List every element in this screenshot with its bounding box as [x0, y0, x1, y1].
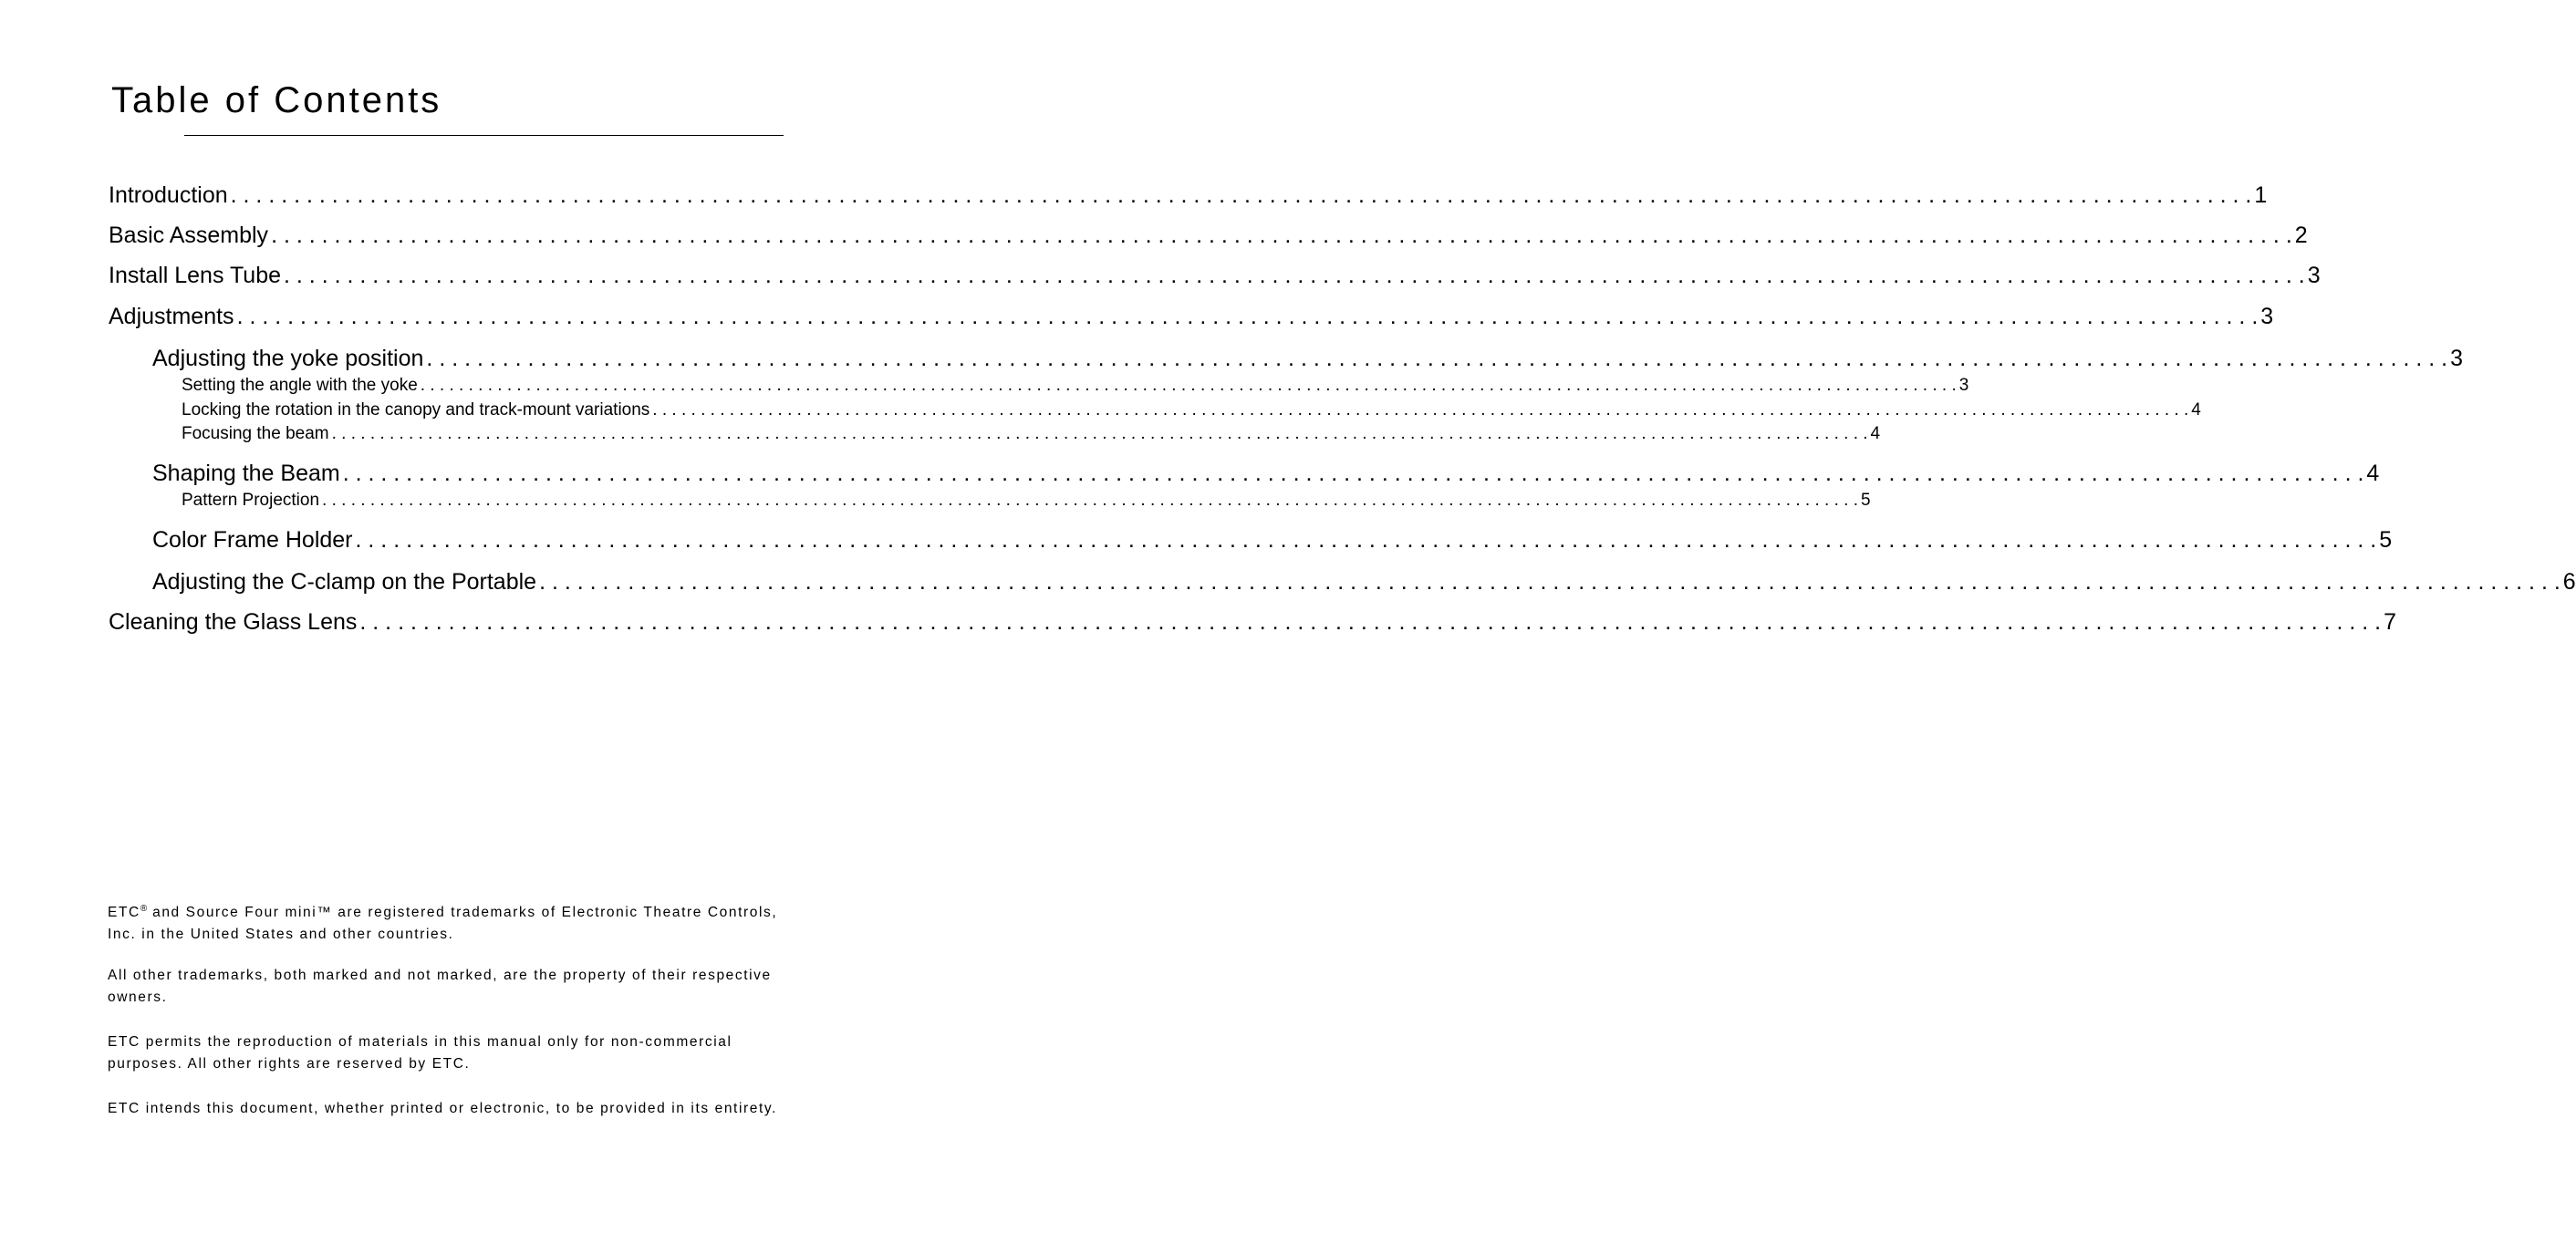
dot-leader: . . . . . . . . . . . . . . . . . . . . . . . . . . . . . . . . . . . . . . . . . . . . . . . . . . . . . . . . . . . . . . . . . . . . . . . . . . . . . . . . . . . . . . . . . . . . . . . . . . . . . . . . . . . . . . . . . . . . . . . . . . . . . . . . . . . . . . . . . . . . . . . . . . . . . . . . . . . . . . . .: [284, 263, 2305, 288]
toc-entry-pattern-projection[interactable]: [182, 491, 1871, 511]
toc-entry-page: 3: [2260, 304, 2274, 329]
toc-entry-page: 2: [2294, 223, 2308, 248]
toc-entry-label: Adjusting the yoke position: [152, 346, 424, 371]
dot-leader: . . . . . . . . . . . . . . . . . . . . . . . . . . . . . . . . . . . . . . . . . . . . . . . . . . . . . . . . . . . . . . . . . . . . . . . . . . . . . . . . . . . . . . . . . . . . . . . . . . . . . . . . . . . . . . . . . . . . . . . . . . . . . . . . . . . . . . . . . . . . . . . . . . . . . . . . . . . . . . . .: [342, 461, 2364, 486]
toc-entry-introduction[interactable]: [109, 182, 2268, 209]
toc-entry-cleaning-glass-lens[interactable]: [109, 609, 2397, 636]
reproduction-notice: ETC permits the reproduction of materials in this manual only for non-commercial purposes. All other rights are reserved by ETC.: [108, 1034, 732, 1072]
title-rule: [184, 135, 784, 136]
toc-entry-locking-rotation[interactable]: [182, 400, 2201, 420]
toc-entry-label: Cleaning the Glass Lens: [109, 609, 358, 635]
toc-entry-page: 7: [2384, 609, 2397, 635]
toc-entry-page: 3: [2307, 263, 2321, 288]
toc-entry-page: 3: [1958, 376, 1969, 395]
dot-leader: . . . . . . . . . . . . . . . . . . . . . . . . . . . . . . . . . . . . . . . . . . . . . . . . . . . . . . . . . . . . . . . . . . . . . . . . . . . . . . . . . . . . . . . . . . . . . . . . . . . . . . . . . . . . . . . . . . . . . . . . . . . . . . . . . . . . . . . . . . . . . . . . . . . . . . . . . . . . . . . .: [359, 609, 2382, 635]
dot-leader: . . . . . . . . . . . . . . . . . . . . . . . . . . . . . . . . . . . . . . . . . . . . . . . . . . . . . . . . . . . . . . . . . . . . . . . . . . . . . . . . . . . . . . . . . . . . . . . . . . . . . . . . . . . . . . . . . . . . . . . . . . . . . . . . . . . . . . . . . . . . . . . . . . . . . . . . . . . . . . . .: [355, 527, 2377, 553]
entirety-notice: ETC intends this document, whether printed or electronic, to be provided in its entirety.: [108, 1101, 777, 1116]
dot-leader: . . . . . . . . . . . . . . . . . . . . . . . . . . . . . . . . . . . . . . . . . . . . . . . . . . . . . . . . . . . . . . . . . . . . . . . . . . . . . . . . . . . . . . . . . . . . . . . . . . . . . . . . . . . . . . . . . . . . . . . . . . . . . . . . . . . . . . . . . . . . . . . . . . . . . . . . . . . . . . . .: [420, 376, 1957, 395]
toc-entry-label: Adjusting the C-clamp on the Portable: [152, 569, 537, 595]
dot-leader: . . . . . . . . . . . . . . . . . . . . . . . . . . . . . . . . . . . . . . . . . . . . . . . . . . . . . . . . . . . . . . . . . . . . . . . . . . . . . . . . . . . . . . . . . . . . . . . . . . . . . . . . . . . . . . . . . . . . . . . . . . . . . . . . . . . . . . . . . . . . . . . . . . . . . . . . . . . . . . . .: [331, 424, 1868, 443]
dot-leader: . . . . . . . . . . . . . . . . . . . . . . . . . . . . . . . . . . . . . . . . . . . . . . . . . . . . . . . . . . . . . . . . . . . . . . . . . . . . . . . . . . . . . . . . . . . . . . . . . . . . . . . . . . . . . . . . . . . . . . . . . . . . . . . . . . . . . . . . . . . . . . . . . . . . . . . . . . . . . . . .: [322, 491, 1858, 510]
toc-entry-label: Pattern Projection: [182, 491, 320, 510]
toc-entry-adjusting-yoke-position[interactable]: [152, 346, 2464, 372]
toc-entry-page: 4: [2191, 400, 2201, 420]
trademark-text: and Source Four mini™ are registered trademarks of Electronic Theatre Controls, Inc. in the United States and other countries.: [108, 905, 778, 943]
toc-entry-label: Install Lens Tube: [109, 263, 282, 288]
toc-entry-install-lens-tube[interactable]: [109, 263, 2321, 289]
trademark-notice: [108, 898, 792, 946]
dot-leader: . . . . . . . . . . . . . . . . . . . . . . . . . . . . . . . . . . . . . . . . . . . . . . . . . . . . . . . . . . . . . . . . . . . . . . . . . . . . . . . . . . . . . . . . . . . . . . . . . . . . . . . . . . . . . . . . . . . . . . . . . . . . . . . . . . . . . . . . . . . . . . . . . . . . . . . . . . . . . . . .: [236, 304, 2259, 329]
dot-leader: . . . . . . . . . . . . . . . . . . . . . . . . . . . . . . . . . . . . . . . . . . . . . . . . . . . . . . . . . . . . . . . . . . . . . . . . . . . . . . . . . . . . . . . . . . . . . . . . . . . . . . . . . . . . . . . . . . . . . . . . . . . . . . . . . . . . . . . . . . . . . . . . . . . . . . . . . . . . . . . .: [426, 346, 2448, 371]
registered-mark: ®: [140, 904, 148, 914]
toc-entry-adjusting-c-clamp[interactable]: [152, 569, 2576, 596]
toc-entry-focusing-beam[interactable]: [182, 424, 1881, 444]
toc-entry-page: 6: [2562, 569, 2576, 595]
toc-entry-page: 5: [1860, 491, 1871, 510]
toc-entry-label: Shaping the Beam: [152, 461, 340, 486]
toc-entry-page: 3: [2450, 346, 2464, 371]
toc-entry-label: Focusing the beam: [182, 424, 329, 443]
toc-entry-page: 5: [2379, 527, 2393, 553]
dot-leader: . . . . . . . . . . . . . . . . . . . . . . . . . . . . . . . . . . . . . . . . . . . . . . . . . . . . . . . . . . . . . . . . . . . . . . . . . . . . . . . . . . . . . . . . . . . . . . . . . . . . . . . . . . . . . . . . . . . . . . . . . . . . . . . . . . . . . . . . . . . . . . . . . . . . . . . . . . . . . . . .: [652, 400, 2189, 420]
toc-entry-label: Color Frame Holder: [152, 527, 353, 553]
other-trademarks-notice: All other trademarks, both marked and not marked, are the property of their respective owners.: [108, 968, 772, 1005]
toc-entry-page: 1: [2254, 182, 2268, 208]
toc-entry-shaping-beam[interactable]: [152, 461, 2380, 487]
dot-leader: . . . . . . . . . . . . . . . . . . . . . . . . . . . . . . . . . . . . . . . . . . . . . . . . . . . . . . . . . . . . . . . . . . . . . . . . . . . . . . . . . . . . . . . . . . . . . . . . . . . . . . . . . . . . . . . . . . . . . . . . . . . . . . . . . . . . . . . . . . . . . . . . . . . . . . . . . . . . . . . .: [230, 182, 2252, 208]
toc-entry-label: Locking the rotation in the canopy and track-mount variations: [182, 400, 650, 420]
trademark-prefix: ETC: [108, 905, 140, 921]
toc-entry-page: 4: [2366, 461, 2380, 486]
toc-entry-label: Setting the angle with the yoke: [182, 376, 418, 395]
toc-entry-adjustments[interactable]: [109, 304, 2274, 330]
dot-leader: . . . . . . . . . . . . . . . . . . . . . . . . . . . . . . . . . . . . . . . . . . . . . . . . . . . . . . . . . . . . . . . . . . . . . . . . . . . . . . . . . . . . . . . . . . . . . . . . . . . . . . . . . . . . . . . . . . . . . . . . . . . . . . . . . . . . . . . . . . . . . . . . . . . . . . . . . . . . . . . .: [539, 569, 2560, 595]
toc-entry-label: Basic Assembly: [109, 223, 269, 248]
toc-entry-label: Adjustments: [109, 304, 234, 329]
toc-entry-basic-assembly[interactable]: [109, 223, 2308, 249]
toc-entry-color-frame-holder[interactable]: [152, 527, 2393, 554]
toc-entry-label: Introduction: [109, 182, 228, 208]
dot-leader: . . . . . . . . . . . . . . . . . . . . . . . . . . . . . . . . . . . . . . . . . . . . . . . . . . . . . . . . . . . . . . . . . . . . . . . . . . . . . . . . . . . . . . . . . . . . . . . . . . . . . . . . . . . . . . . . . . . . . . . . . . . . . . . . . . . . . . . . . . . . . . . . . . . . . . . . . . . . . . . .: [271, 223, 2292, 248]
toc-entry-setting-angle[interactable]: [182, 376, 1969, 396]
toc-entry-page: 4: [1870, 424, 1881, 443]
page-title: Table of Contents: [111, 80, 442, 120]
